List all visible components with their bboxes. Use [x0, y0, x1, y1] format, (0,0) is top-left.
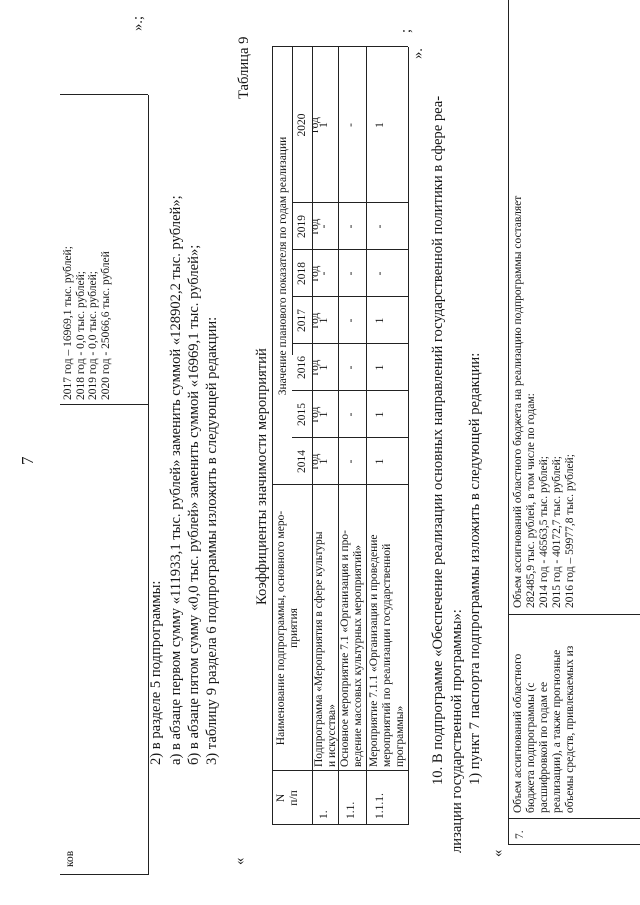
passport-left-line: расшифровкой по годам ее [538, 681, 550, 813]
value-cell: - [318, 271, 330, 276]
value-cell: - [318, 224, 330, 229]
year-label: 2020 [296, 113, 308, 137]
name-line: мероприятий по реализации государственной [381, 543, 393, 767]
name-line: Основное мероприятие 7.1 «Организация и про- [339, 530, 351, 767]
quote-open: « [490, 849, 506, 857]
name-line: и искусства» [326, 704, 338, 767]
year-label: 2015 [296, 403, 308, 426]
year-unit: год [309, 312, 321, 329]
header-no [275, 771, 301, 825]
passport-left-line: Объем ассигнований областного [512, 653, 524, 813]
year-label: 2017 [296, 309, 308, 332]
value-cell: 1 [318, 122, 330, 128]
value-cell: - [345, 123, 357, 127]
value-cell: 1 [318, 317, 330, 324]
table-row-no: 1. [318, 810, 330, 819]
top-table-lines [62, 246, 112, 400]
top-line: 2019 год - 0,0 тыс. рублей; [87, 271, 99, 400]
top-line: 2017 год – 16969,1 тыс. рублей; [62, 246, 74, 400]
year-label: 2014 [296, 450, 308, 473]
name-line: Подпрограмма «Мероприятия в сфере культуры [313, 531, 325, 767]
year-unit: год [309, 265, 321, 282]
value-cell: 1 [374, 317, 386, 324]
passport-left-line: бюджета подпрограммы (с [525, 682, 537, 813]
para2-a: а) в абзаце первом сумму «111933,1 тыс. рублей» заменить суммой «128902,2 тыс. рублей»; [168, 195, 184, 765]
table-row-name [368, 535, 407, 767]
value-cell: - [345, 412, 357, 417]
value-cell: 1 [374, 411, 386, 418]
value-cell: - [345, 271, 357, 276]
value-cell: - [345, 365, 357, 370]
header-name [275, 485, 301, 771]
year-label: 2019 [296, 215, 308, 238]
table9-caption: Таблица 9 [236, 36, 252, 99]
header-name-line: приятия [288, 608, 300, 648]
table-row-name [313, 531, 339, 767]
table-row-no: 1.1. [345, 801, 357, 819]
year-label: 2018 [296, 262, 308, 285]
para10-line1: 10. В подпрограмме «Обеспечение реализации основных направлений государственной политики в сфере реа- [430, 95, 446, 785]
para10-line3: 1) пункт 7 паспорта подпрограммы изложить в следующей редакции: [467, 352, 483, 785]
value-cell: 1 [374, 122, 386, 128]
top-table-tail: ».; [130, 16, 146, 31]
para2-line1: 2) в разделе 5 подпрограммы: [148, 580, 164, 765]
header-no-line: п/п [288, 790, 300, 806]
value-cell: - [374, 271, 386, 276]
value-cell: - [345, 318, 357, 323]
table9-closing: ». [410, 48, 426, 59]
year-unit: год [309, 406, 321, 423]
value-cell: - [345, 459, 357, 464]
value-cell: - [374, 224, 386, 229]
quote-open: « [232, 857, 248, 865]
header-no-line: N [275, 793, 287, 803]
table-row-name [339, 530, 365, 767]
top-table-row-label: ков [64, 850, 76, 867]
year-unit: год [309, 218, 321, 235]
para2-b: б) в абзаце пятом сумму «0,0 тыс. рублей» заменить суммой «16969,1 тыс. рублей»; [186, 244, 202, 765]
value-cell: 1 [318, 364, 330, 371]
top-line: 2020 год - 25066,6 тыс. рублей [99, 251, 112, 400]
table9-closing-tail: ; [398, 28, 414, 33]
table9-title: Коэффициенты значимости мероприятий [254, 348, 270, 605]
year-unit: год [309, 453, 321, 470]
passport-right-line: 2015 год - 40172,7 тыс. рублей; [551, 456, 563, 608]
passport-right-line: Объем ассигнований областного бюджета на реализацию подпрограммы составляет [512, 195, 524, 608]
value-cell: 1 [374, 364, 386, 371]
para10-line2: лизации государственной программы»: [449, 609, 465, 853]
passport-right-line: 2016 год – 59977,8 тыс. рублей; [564, 454, 576, 608]
name-line: программы» [394, 705, 406, 767]
passport-right-line: 2014 год - 46563,5 тыс. рублей; [538, 456, 550, 608]
name-line: ведение массовых культурных мероприятий» [352, 544, 364, 767]
page-number: 7 [18, 456, 37, 465]
passport-no: 7. [514, 830, 526, 839]
year-unit: год [309, 359, 321, 376]
year-label: 2016 [296, 356, 308, 379]
passport-left-line: объемы средств, привлекаемых из [564, 645, 576, 813]
year-unit: год [309, 117, 321, 133]
value-cell: - [345, 224, 357, 229]
para2-c: 3) таблицу 9 раздела 6 подпрограммы изложить в следующей редакции: [204, 316, 220, 765]
value-cell: 1 [318, 411, 330, 418]
value-cell: 1 [318, 458, 330, 465]
top-line: 2018 год - 0,0 тыс. рублей; [74, 271, 87, 400]
passport-right-line: 282485,9 тыс. рублей, в том числе по годам: [525, 393, 537, 608]
table-row-no: 1.1.1. [374, 793, 386, 819]
passport-left [512, 646, 577, 813]
header-group: Значение планового показателя по годам реализации [277, 136, 289, 396]
value-cell: 1 [374, 458, 386, 465]
header-name-line: Наименование подпрограммы, основного меро- [275, 510, 287, 746]
passport-left-line: реализации), а также прогнозные [551, 649, 563, 813]
passport-right [512, 196, 577, 608]
name-line: Мероприятие 7.1.1 «Организация и проведение [368, 534, 380, 767]
